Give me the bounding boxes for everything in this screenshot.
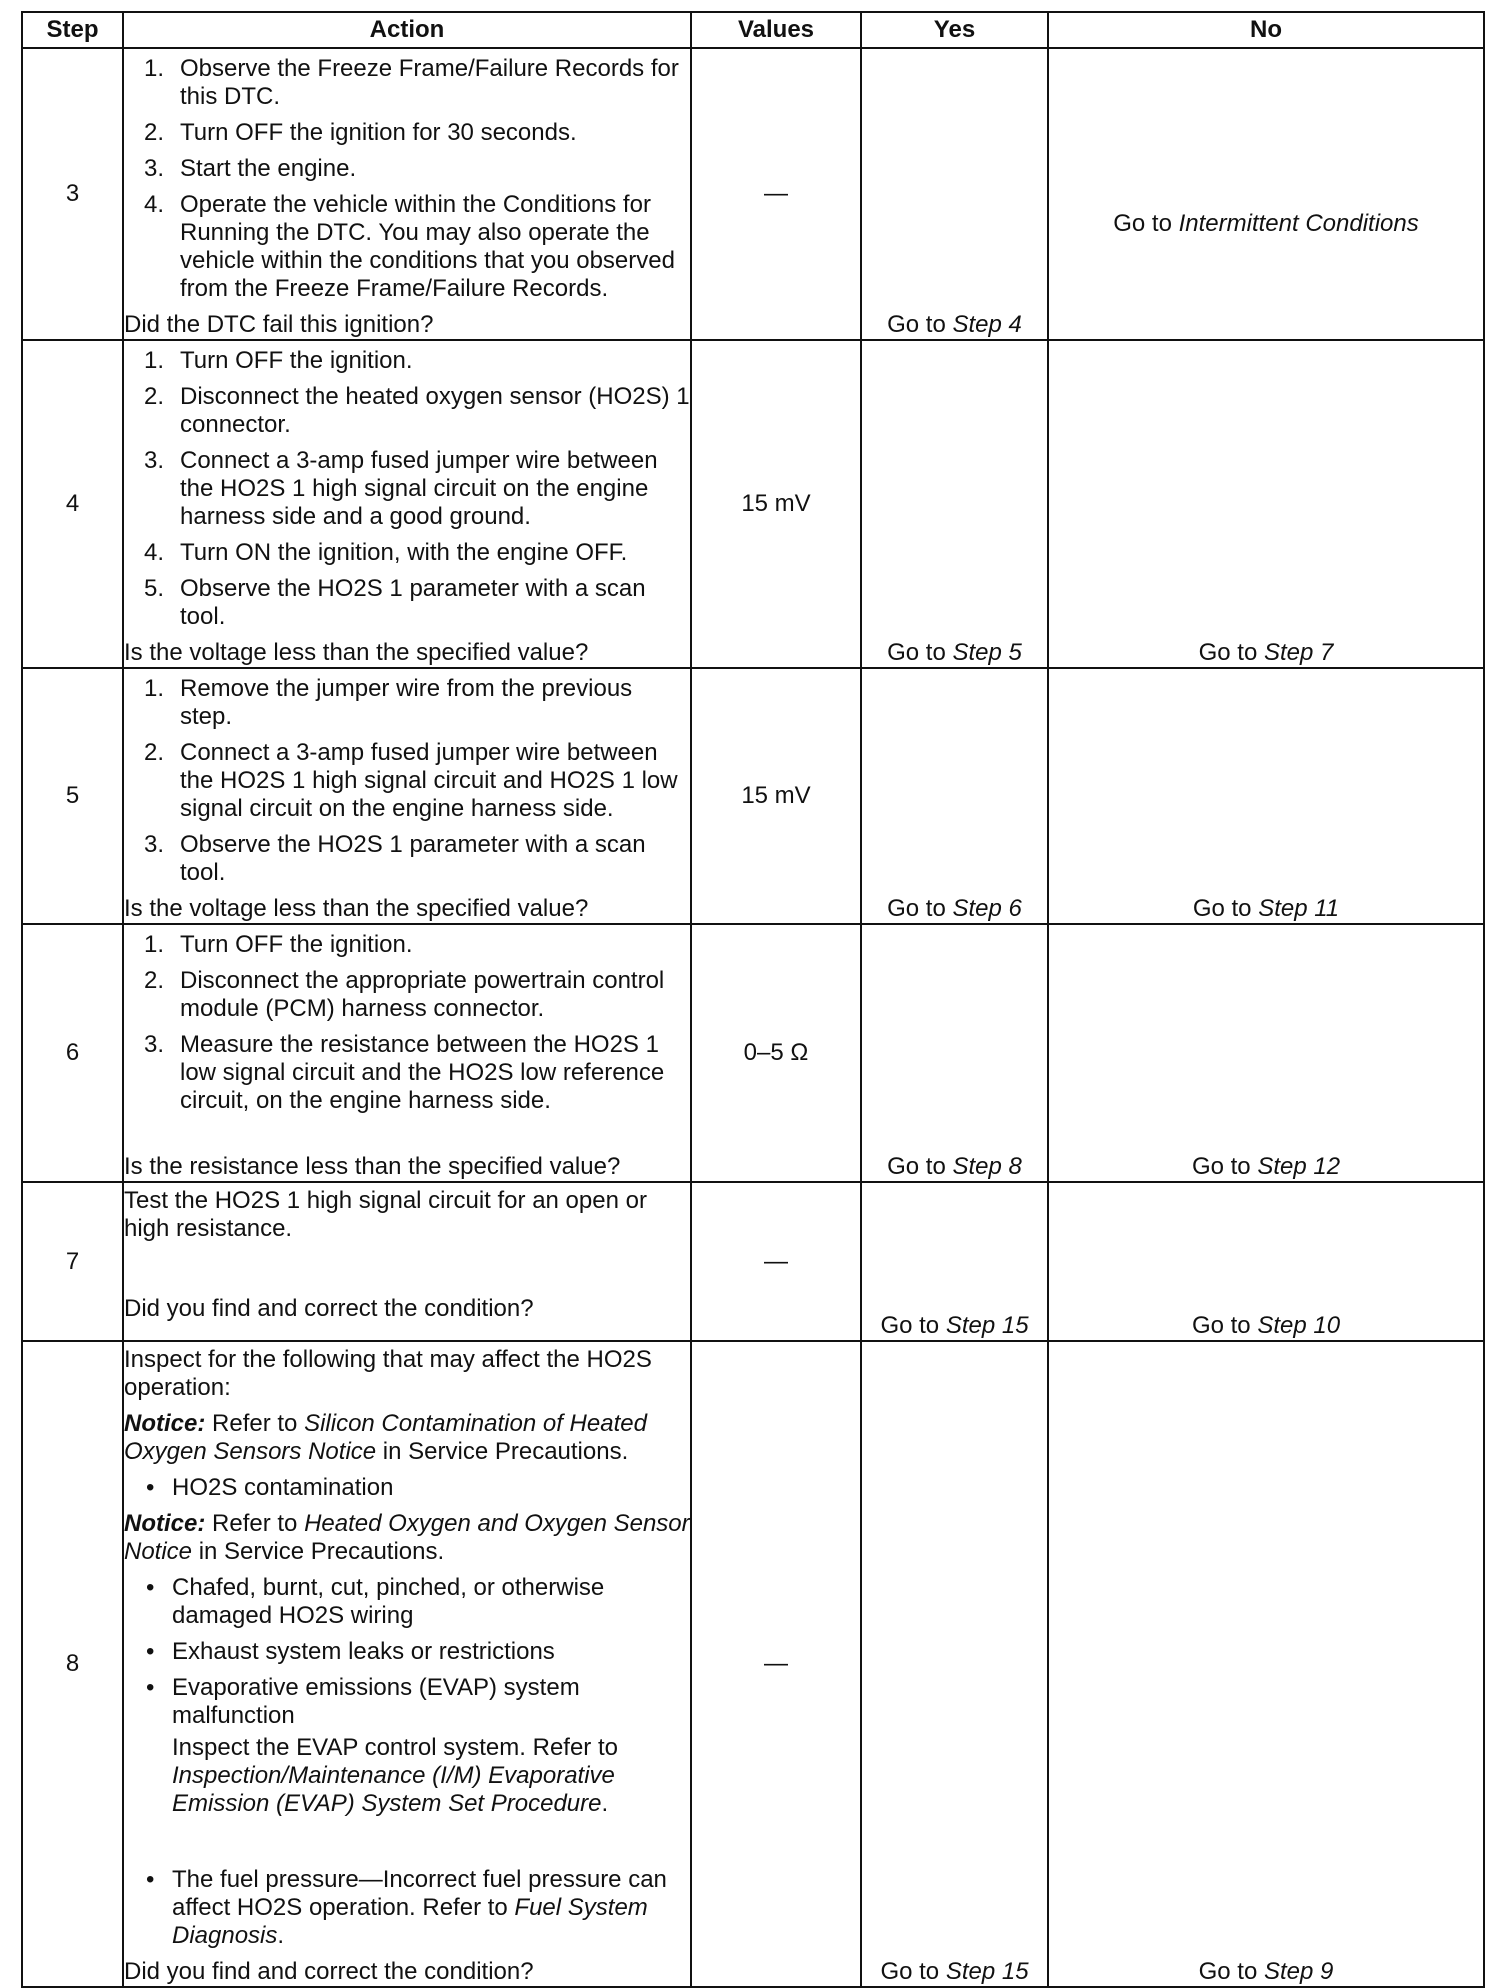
action-item: 2. Disconnect the appropriate powertrain control module (PCM) harness connector. — [144, 967, 665, 1022]
bullet-item: • Chafed, burnt, cut, pinched, or otherwise damaged HO2S wiring — [146, 1574, 605, 1629]
values-cell: — — [691, 48, 861, 340]
action-intro: Inspect for the following that may affect the HO2S operation: — [124, 1346, 652, 1401]
step-number: 4 — [22, 340, 123, 668]
action-text: Test the HO2S 1 high signal circuit for an open or high resistance. — [124, 1187, 647, 1242]
bullet-item: • Exhaust system leaks or restrictions — [146, 1638, 555, 1665]
no-cell: Go to Step 10 — [1048, 1182, 1484, 1341]
action-item: 1. Turn OFF the ignition. — [144, 347, 413, 374]
no-cell: Go to Step 12 — [1048, 924, 1484, 1182]
no-cell: Go to Step 11 — [1048, 668, 1484, 924]
yes-cell: Go to Step 8 — [861, 924, 1048, 1182]
header-row — [22, 12, 1484, 48]
action-item: 1. Observe the Freeze Frame/Failure Records for this DTC. — [144, 55, 679, 110]
values-cell: — — [691, 1341, 861, 1987]
action-item: 2. Disconnect the heated oxygen sensor (HO2S) 1 connector. — [144, 383, 690, 438]
yes-cell: Go to Step 5 — [861, 340, 1048, 668]
action-question: Is the resistance less than the specified value? — [124, 1153, 621, 1180]
values-cell: — — [691, 1182, 861, 1341]
action-question: Is the voltage less than the specified value? — [124, 895, 589, 922]
step-number: 6 — [22, 924, 123, 1182]
step-row-3 — [22, 48, 1484, 340]
header-no: No — [1048, 12, 1484, 48]
action-item: 3. Measure the resistance between the HO2S 1 low signal circuit and the HO2S low reference circuit, on the engine harness side. — [144, 1031, 665, 1114]
step-row-5 — [22, 668, 1484, 924]
action-item: 3. Start the engine. — [144, 155, 357, 182]
yes-cell: Go to Step 6 — [861, 668, 1048, 924]
header-values: Values — [691, 12, 861, 48]
action-cell — [123, 340, 691, 668]
action-cell — [123, 668, 691, 924]
action-cell — [123, 924, 691, 1182]
values-cell: 0–5 Ω — [691, 924, 861, 1182]
bullet-item: • Evaporative emissions (EVAP) system malfunction Inspect the EVAP control system. Refer to Inspection/Maintenance (I/M) Evaporative Emission (EVAP) System Set Procedure. — [124, 1674, 690, 1818]
values-cell: 15 mV — [691, 668, 861, 924]
diagnostic-table — [21, 11, 1485, 1988]
step-number: 8 — [22, 1341, 123, 1987]
action-item: 2. Turn OFF the ignition for 30 seconds. — [144, 119, 577, 146]
action-item: 2. Connect a 3-amp fused jumper wire between the HO2S 1 high signal circuit and HO2S 1 low signal circuit on the engine harness side. — [144, 739, 678, 822]
notice-1: Notice: Refer to Silicon Contamination of Heated Oxygen Sensors Notice in Service Precautions. — [124, 1410, 647, 1465]
action-item: 4. Turn ON the ignition, with the engine OFF. — [144, 539, 628, 566]
action-item: 4. Operate the vehicle within the Conditions for Running the DTC. You may also operate the vehicle within the conditions that you observed from the Freeze Frame/Failure Records. — [144, 191, 675, 302]
no-cell: Go to Step 9 — [1048, 1341, 1484, 1987]
action-cell — [123, 1182, 691, 1341]
step-row-4 — [22, 340, 1484, 668]
no-cell: Go to Intermittent Conditions — [1048, 48, 1484, 340]
action-question: Did you find and correct the condition? — [124, 1295, 534, 1322]
action-item: 3. Observe the HO2S 1 parameter with a scan tool. — [144, 831, 646, 886]
bullet-item: • HO2S contamination — [146, 1474, 394, 1501]
step-row-7 — [22, 1182, 1484, 1341]
action-item: 1. Remove the jumper wire from the previous step. — [144, 675, 633, 730]
action-item: 5. Observe the HO2S 1 parameter with a scan tool. — [144, 575, 646, 630]
header-action: Action — [123, 12, 691, 48]
evap-instruction: Inspect the EVAP control system. Refer to Inspection/Maintenance (I/M) Evaporative Emission (EVAP) System Set Procedure. — [172, 1734, 618, 1817]
action-cell — [123, 48, 691, 340]
yes-cell: Go to Step 4 — [861, 48, 1048, 340]
values-cell: 15 mV — [691, 340, 861, 668]
yes-cell: Go to Step 15 — [861, 1182, 1048, 1341]
action-cell — [123, 1341, 691, 1987]
no-cell: Go to Step 7 — [1048, 340, 1484, 668]
step-row-8 — [22, 1341, 1484, 1987]
bullet-item: • The fuel pressure—Incorrect fuel pressure can affect HO2S operation. Refer to Fuel System Diagnosis. — [146, 1866, 667, 1949]
step-number: 7 — [22, 1182, 123, 1341]
action-question: Did the DTC fail this ignition? — [124, 311, 434, 338]
action-item: 1. Turn OFF the ignition. — [144, 931, 413, 958]
action-question: Did you find and correct the condition? — [124, 1958, 534, 1985]
step-row-6 — [22, 924, 1484, 1182]
yes-cell: Go to Step 15 — [861, 1341, 1048, 1987]
header-yes: Yes — [861, 12, 1048, 48]
header-step: Step — [22, 12, 123, 48]
step-number: 5 — [22, 668, 123, 924]
action-question: Is the voltage less than the specified value? — [124, 639, 589, 666]
step-number: 3 — [22, 48, 123, 340]
action-item: 3. Connect a 3-amp fused jumper wire between the HO2S 1 high signal circuit on the engine harness side and a good ground. — [144, 447, 658, 530]
notice-2: Notice: Refer to Heated Oxygen and Oxygen Sensor Notice in Service Precautions. — [124, 1510, 690, 1565]
